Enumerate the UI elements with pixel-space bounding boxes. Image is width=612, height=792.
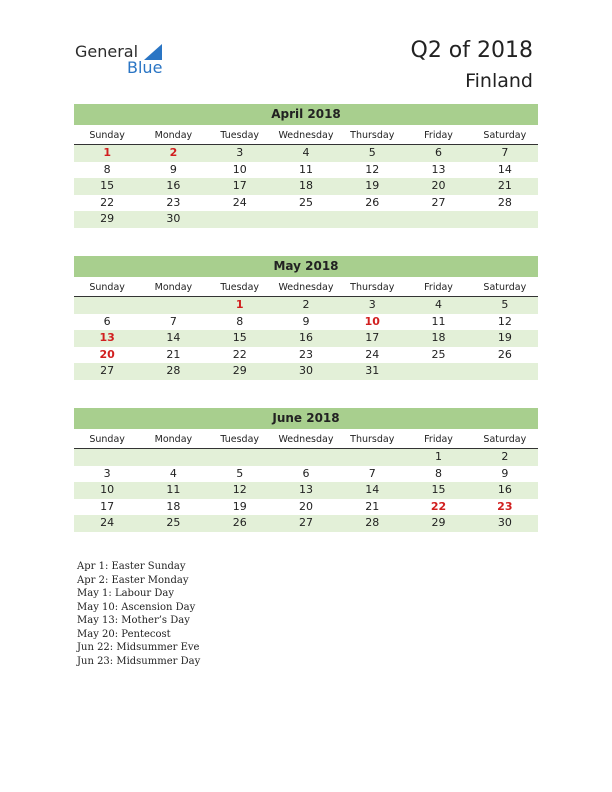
day-cell: 8 xyxy=(435,466,443,480)
day-cell: 14 xyxy=(166,331,181,345)
country-name: Finland xyxy=(465,70,533,92)
month-header: May 2018 xyxy=(74,256,538,277)
day-cell: 5 xyxy=(501,298,509,311)
empty-day-cell xyxy=(74,449,140,466)
day-cell: 8 xyxy=(236,314,244,328)
day-cell: 24 xyxy=(100,516,115,530)
day-cell: 4 xyxy=(302,146,310,159)
holiday-note: May 10: Ascension Day xyxy=(77,601,196,613)
weekday-label: Saturday xyxy=(483,282,527,293)
day-cell: 1 xyxy=(103,146,111,159)
day-cell: 22 xyxy=(232,347,247,361)
week-row xyxy=(74,297,538,314)
day-cell: 7 xyxy=(501,146,509,159)
weekday-label: Thursday xyxy=(350,434,395,445)
day-cell: 2 xyxy=(302,298,310,311)
day-cell: 26 xyxy=(365,195,380,209)
day-cell: 14 xyxy=(497,162,512,176)
day-cell: 11 xyxy=(298,162,313,176)
day-cell: 2 xyxy=(169,146,178,159)
day-cell: 10 xyxy=(100,483,115,497)
day-cell: 9 xyxy=(169,162,177,176)
day-cell: 4 xyxy=(169,466,177,480)
weekday-label: Friday xyxy=(424,434,453,445)
weekday-label: Tuesday xyxy=(220,434,260,445)
logo-text-general: General xyxy=(75,42,139,61)
calendar-grid xyxy=(74,145,538,228)
day-cell: 17 xyxy=(100,499,115,513)
day-cell: 12 xyxy=(365,162,380,176)
weekday-label: Sunday xyxy=(89,434,125,445)
day-cell: 12 xyxy=(232,483,247,497)
day-cell: 22 xyxy=(430,499,447,513)
day-cell: 26 xyxy=(497,347,512,361)
day-cell: 10 xyxy=(364,314,380,328)
day-cell: 23 xyxy=(166,195,181,209)
weekday-label: Tuesday xyxy=(220,282,260,293)
empty-day-cell xyxy=(207,211,273,228)
weekday-label: Thursday xyxy=(350,282,395,293)
empty-day-cell xyxy=(140,297,206,314)
empty-day-cell xyxy=(472,363,538,380)
weekday-header-row xyxy=(74,431,538,449)
day-cell: 8 xyxy=(103,162,111,176)
day-cell: 30 xyxy=(166,212,181,226)
day-cell: 9 xyxy=(302,314,310,328)
day-cell: 18 xyxy=(298,179,313,193)
day-cell: 17 xyxy=(365,331,380,345)
day-cell: 5 xyxy=(236,466,244,480)
day-cell: 4 xyxy=(435,298,443,311)
holiday-note: Jun 23: Midsummer Day xyxy=(77,655,201,667)
day-cell: 16 xyxy=(298,331,313,345)
week-row xyxy=(74,466,538,483)
day-cell: 9 xyxy=(501,466,509,480)
day-cell: 21 xyxy=(166,347,181,361)
weekday-label: Monday xyxy=(154,130,193,141)
day-cell: 1 xyxy=(435,450,443,463)
day-cell: 6 xyxy=(435,146,443,159)
day-cell: 27 xyxy=(298,516,313,530)
day-cell: 21 xyxy=(497,179,512,193)
week-row xyxy=(74,314,538,331)
day-cell: 30 xyxy=(298,364,313,378)
day-cell: 27 xyxy=(100,364,115,378)
day-cell: 16 xyxy=(166,179,181,193)
holiday-notes xyxy=(77,560,200,668)
day-cell: 29 xyxy=(431,516,446,530)
week-row xyxy=(74,515,538,532)
day-cell: 22 xyxy=(100,195,115,209)
week-row xyxy=(74,482,538,499)
day-cell: 17 xyxy=(232,179,247,193)
empty-day-cell xyxy=(405,363,471,380)
day-cell: 6 xyxy=(302,466,310,480)
empty-day-cell xyxy=(339,211,405,228)
day-cell: 19 xyxy=(232,499,247,513)
weekday-label: Friday xyxy=(424,282,453,293)
weekday-label: Thursday xyxy=(350,130,395,141)
weekday-label: Saturday xyxy=(483,434,527,445)
day-cell: 27 xyxy=(431,195,446,209)
day-cell: 23 xyxy=(298,347,313,361)
day-cell: 1 xyxy=(235,298,244,311)
day-cell: 10 xyxy=(232,162,247,176)
empty-day-cell xyxy=(273,211,339,228)
holiday-note: Jun 22: Midsummer Eve xyxy=(77,642,200,653)
empty-day-cell xyxy=(140,449,206,466)
week-row xyxy=(74,499,538,516)
weekday-label: Sunday xyxy=(89,282,125,293)
day-cell: 3 xyxy=(103,466,111,480)
day-cell: 15 xyxy=(100,179,115,193)
day-cell: 18 xyxy=(166,499,181,513)
day-cell: 7 xyxy=(368,466,376,480)
day-cell: 11 xyxy=(166,483,181,497)
week-row xyxy=(74,178,538,195)
calendar-grid xyxy=(74,449,538,532)
day-cell: 5 xyxy=(368,146,376,159)
week-row xyxy=(74,195,538,212)
holiday-note: May 13: Mother’s Day xyxy=(77,615,190,626)
day-cell: 16 xyxy=(497,483,512,497)
week-row xyxy=(74,211,538,228)
holiday-note: May 20: Pentecost xyxy=(77,628,171,640)
day-cell: 15 xyxy=(232,331,247,345)
day-cell: 7 xyxy=(169,314,177,328)
month-header: June 2018 xyxy=(74,408,538,429)
weekday-header-row xyxy=(74,279,538,297)
logo-text-blue: Blue xyxy=(127,58,163,77)
week-row xyxy=(74,363,538,380)
day-cell: 18 xyxy=(431,331,446,345)
month-header: April 2018 xyxy=(74,104,538,125)
day-cell: 15 xyxy=(431,483,446,497)
empty-day-cell xyxy=(273,449,339,466)
empty-day-cell xyxy=(339,449,405,466)
week-row xyxy=(74,449,538,466)
holiday-note: Apr 1: Easter Sunday xyxy=(77,561,186,572)
day-cell: 12 xyxy=(497,314,512,328)
day-cell: 2 xyxy=(501,450,509,463)
day-cell: 20 xyxy=(431,179,446,193)
weekday-label: Monday xyxy=(154,282,193,293)
day-cell: 13 xyxy=(99,331,115,345)
day-cell: 3 xyxy=(236,146,244,159)
empty-day-cell xyxy=(472,211,538,228)
week-row xyxy=(74,330,538,347)
month-calendar-april xyxy=(74,104,538,228)
day-cell: 25 xyxy=(298,195,313,209)
weekday-label: Sunday xyxy=(89,130,125,141)
day-cell: 21 xyxy=(365,499,380,513)
week-row xyxy=(74,347,538,364)
empty-day-cell xyxy=(405,211,471,228)
day-cell: 28 xyxy=(365,516,380,530)
day-cell: 28 xyxy=(166,364,181,378)
weekday-label: Wednesday xyxy=(278,434,334,445)
holiday-note: May 1: Labour Day xyxy=(77,588,174,599)
month-calendar-june xyxy=(74,408,538,532)
page-title: Q2 of 2018 xyxy=(410,38,533,63)
calendar-grid xyxy=(74,297,538,380)
weekday-label: Saturday xyxy=(483,130,527,141)
day-cell: 25 xyxy=(166,516,181,530)
day-cell: 23 xyxy=(497,499,513,513)
day-cell: 6 xyxy=(103,314,111,328)
month-calendar-may xyxy=(74,256,538,380)
weekday-label: Wednesday xyxy=(278,282,334,293)
weekday-header-row xyxy=(74,127,538,145)
day-cell: 26 xyxy=(232,516,247,530)
empty-day-cell xyxy=(74,297,140,314)
weekday-label: Monday xyxy=(154,434,193,445)
holiday-note: Apr 2: Easter Monday xyxy=(77,574,189,586)
day-cell: 14 xyxy=(365,483,380,497)
day-cell: 20 xyxy=(298,499,313,513)
day-cell: 19 xyxy=(497,331,512,345)
day-cell: 24 xyxy=(365,347,380,361)
day-cell: 25 xyxy=(431,347,446,361)
day-cell: 29 xyxy=(100,212,115,226)
day-cell: 31 xyxy=(365,364,380,378)
day-cell: 3 xyxy=(368,298,376,311)
weekday-label: Wednesday xyxy=(278,130,334,141)
day-cell: 30 xyxy=(497,516,512,530)
day-cell: 11 xyxy=(431,314,446,328)
week-row xyxy=(74,162,538,179)
empty-day-cell xyxy=(207,449,273,466)
day-cell: 29 xyxy=(232,364,247,378)
day-cell: 13 xyxy=(298,483,313,497)
weekday-label: Friday xyxy=(424,130,453,141)
day-cell: 28 xyxy=(497,195,512,209)
day-cell: 24 xyxy=(232,195,247,209)
day-cell: 19 xyxy=(365,179,380,193)
day-cell: 20 xyxy=(99,347,115,361)
weekday-label: Tuesday xyxy=(220,130,260,141)
day-cell: 13 xyxy=(431,162,446,176)
week-row xyxy=(74,145,538,162)
